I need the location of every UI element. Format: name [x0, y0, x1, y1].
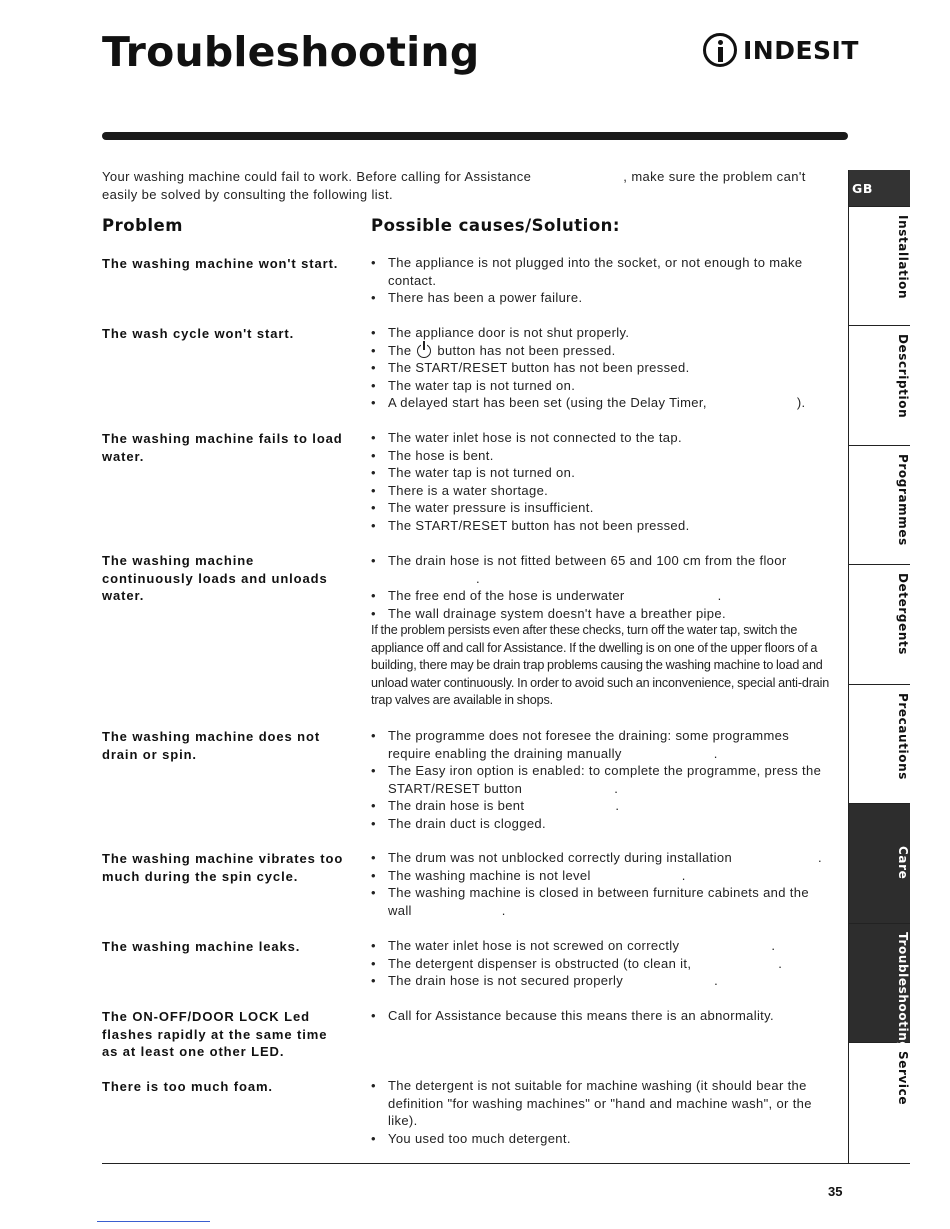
problem-label: The ON-OFF/DOOR LOCK Led flashes rapidly at the same time as at least one other LED. — [102, 1009, 328, 1059]
solution-list — [371, 727, 831, 832]
solution-list — [371, 937, 831, 990]
brand-name: INDESIT — [743, 35, 859, 65]
list-item: • The washing machine is closed in between furniture cabinets and the wall . — [371, 885, 809, 918]
sidebar-item-label: Precautions — [896, 693, 910, 780]
list-item: • The drain hose is not secured properly . — [371, 973, 719, 988]
sidebar-item-label: Detergents — [896, 573, 910, 656]
solution-list — [371, 429, 831, 534]
solution-list — [371, 254, 831, 307]
language-tab — [849, 170, 910, 207]
problem-column-heading: Problem — [102, 216, 183, 235]
problem-label: The washing machine fails to load water. — [102, 431, 343, 464]
list-item: • The washing machine is not level . — [371, 867, 686, 883]
section-sidebar — [848, 170, 911, 1164]
problem-label: The washing machine does not drain or spin. — [102, 729, 321, 762]
intro-part-2: , make sure the problem can't easily be solved by consulting the following list. — [102, 169, 806, 202]
page-title: Troubleshooting — [102, 28, 480, 76]
problem-label: The washing machine vibrates too much during the spin cycle. — [102, 851, 344, 884]
indesit-logo-icon — [703, 33, 737, 67]
solution-list — [371, 324, 831, 412]
list-item: • The programme does not foresee the draining: some programmes require enabling the draining manually . — [371, 728, 790, 761]
list-item: • The START/RESET button has not been pressed. — [371, 517, 690, 533]
link-underline — [97, 1221, 210, 1222]
list-item: • The appliance is not plugged into the socket, or not enough to make contact. — [371, 255, 803, 288]
sidebar-item-installation[interactable] — [849, 207, 910, 326]
problem-label: The washing machine leaks. — [102, 939, 301, 954]
sidebar-item-detergents[interactable] — [849, 565, 910, 685]
problem-label: The washing machine continuously loads and unloads water. — [102, 553, 328, 603]
sidebar-item-programmes[interactable] — [849, 446, 910, 565]
list-item: • The drum was not unblocked correctly during installation . — [371, 850, 823, 865]
solution-list — [371, 849, 831, 919]
list-item: • You used too much detergent. — [371, 1130, 571, 1146]
list-item: • The wall drainage system doesn't have a breather pipe. — [371, 605, 726, 621]
list-item: • The appliance door is not shut properly. — [371, 325, 630, 340]
header-divider — [102, 132, 848, 140]
list-item: • There is a water shortage. — [371, 482, 549, 498]
sidebar-item-care[interactable] — [849, 804, 910, 924]
list-item: • The detergent is not suitable for machine washing (it should bear the definition "for washing machines" or "hand and machine wash", or the like). — [371, 1078, 812, 1128]
sidebar-item-description[interactable] — [849, 326, 910, 446]
language-label: GB — [852, 181, 873, 196]
sidebar-item-troubleshooting[interactable] — [849, 924, 910, 1051]
intro-text — [102, 168, 814, 204]
list-item: • The drain hose is not fitted between 65 and 100 cm from the floor . — [371, 553, 787, 586]
list-item: • The Easy iron option is enabled: to complete the programme, press the START/RESET button . — [371, 763, 822, 796]
sidebar-item-label: Care — [896, 846, 910, 880]
sidebar-item-label: Service — [896, 1051, 910, 1106]
solution-list — [371, 552, 831, 710]
list-item: • A delayed start has been set (using the Delay Timer, ). — [371, 395, 806, 410]
list-item: • The water tap is not turned on. — [371, 377, 576, 393]
sidebar-item-label: Description — [896, 334, 910, 419]
list-item: • The button has not been pressed. — [371, 342, 616, 358]
list-item: • There has been a power failure. — [371, 290, 583, 305]
sidebar-item-label: Programmes — [896, 454, 910, 546]
page-number: 35 — [828, 1184, 843, 1199]
note-text: If the problem persists even after these checks, turn off the water tap, switch the appliance off and call for Assistance. If the dwelling is on one of the upper floors of a building, there may be drain trap problems causing the washing machine to load and unload water continuously. In order to avoid such an inconvenience, special anti-drain trap valves are available in shops. — [371, 623, 830, 707]
intro-part-1: Your washing machine could fail to work. Before calling for Assistance — [102, 169, 532, 184]
problem-label: The wash cycle won't start. — [102, 326, 295, 341]
solution-list — [371, 1077, 831, 1147]
sidebar-item-label: Installation — [896, 215, 910, 300]
solution-column-heading: Possible causes/Solution: — [371, 216, 620, 235]
list-item: • The detergent dispenser is obstructed (to clean it, . — [371, 955, 783, 971]
list-item: • The water pressure is insufficient. — [371, 500, 594, 515]
list-item: • The free end of the hose is underwater . — [371, 588, 722, 603]
sidebar-item-precautions[interactable] — [849, 685, 910, 804]
sidebar-item-label: Troubleshooting — [896, 932, 910, 1051]
sidebar-item-service[interactable] — [849, 1043, 910, 1163]
list-item: • The hose is bent. — [371, 447, 494, 463]
list-item: • The water inlet hose is not connected to the tap. — [371, 430, 682, 445]
list-item: • The drain hose is bent . — [371, 798, 620, 813]
list-item: • The water tap is not turned on. — [371, 465, 576, 480]
solution-list — [371, 1007, 831, 1025]
footer-divider — [102, 1163, 910, 1164]
list-item: • The water inlet hose is not screwed on correctly . — [371, 938, 776, 953]
list-item: • Call for Assistance because this means there is an abnormality. — [371, 1008, 774, 1023]
problem-label: The washing machine won't start. — [102, 256, 339, 271]
list-item: • The START/RESET button has not been pressed. — [371, 360, 690, 375]
indesit-logo — [703, 31, 859, 69]
problem-label: There is too much foam. — [102, 1079, 273, 1094]
power-button-icon — [417, 344, 431, 358]
list-item: • The drain duct is clogged. — [371, 815, 546, 831]
